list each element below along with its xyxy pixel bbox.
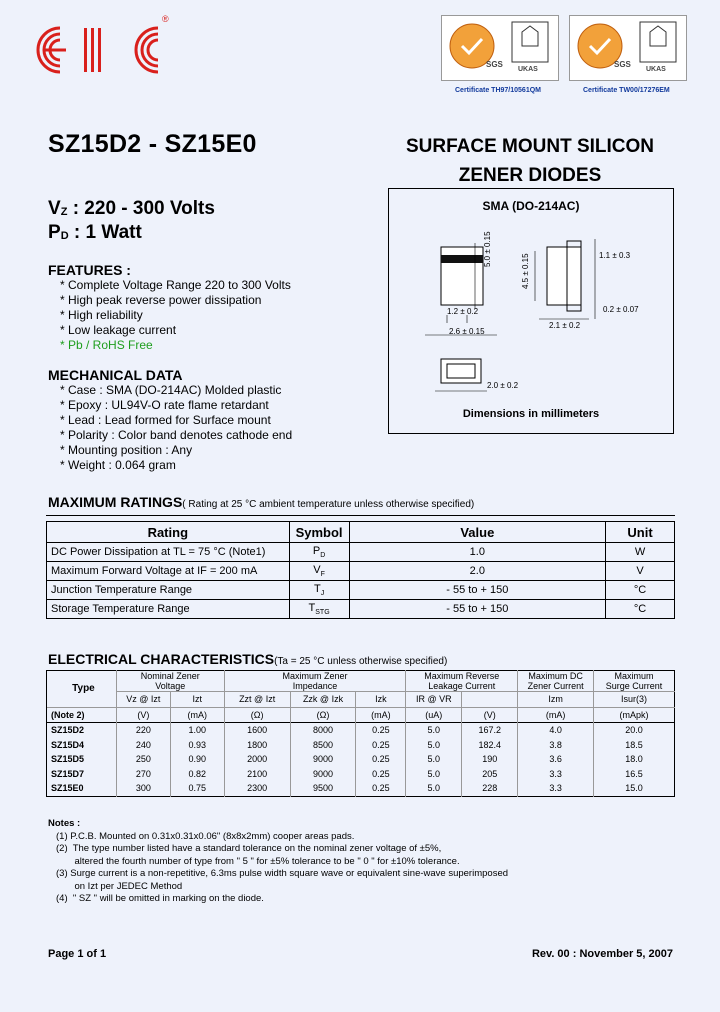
rating-cell: Maximum Forward Voltage at IF = 200 mA xyxy=(47,562,290,581)
table-row: SZ15D7 270 0.82 2100 9000 0.25 5.0 205 3.3 16.5 xyxy=(47,767,675,782)
mechanical-item: * Lead : Lead formed for Surface mount xyxy=(60,413,271,427)
product-title xyxy=(370,132,690,190)
features-list xyxy=(60,278,291,353)
sub-header: Vz @ Izt xyxy=(116,692,170,708)
notes-heading: Notes : xyxy=(48,818,81,829)
vz-spec: $V_Z$ : 220 - 300 Volts xyxy=(48,198,215,219)
table-row: SZ15D5 250 0.90 2000 9000 0.25 5.0 190 3.6 18.0 xyxy=(47,752,675,767)
feature-item: * High reliability xyxy=(60,308,143,322)
page-number: Page 1 of 1 xyxy=(48,948,107,960)
certificate-badge-1 xyxy=(441,15,559,81)
electrical-heading: ELECTRICAL CHARACTERISTICS(Ta = 25 °C unless otherwise specified) xyxy=(48,651,448,667)
sgs-label: SGS xyxy=(486,60,503,69)
table-row xyxy=(47,562,675,581)
max-ratings-table xyxy=(46,521,675,619)
electrical-table xyxy=(46,670,675,797)
dim-bottom: 2.0 ± 0.2 xyxy=(487,381,519,390)
max-ratings-heading: MAXIMUM RATINGS( Rating at 25 °C ambient temperature unless otherwise specified) xyxy=(48,494,475,510)
nominal-header: Nominal Zener Voltage xyxy=(116,671,224,692)
table-row: SZ15D4 240 0.93 1800 8500 0.25 5.0 182.4 3.8 18.5 xyxy=(47,738,675,753)
feature-item: * High peak reverse power dissipation xyxy=(60,293,262,307)
unit-cell: (V) xyxy=(116,707,170,723)
sub-header-row xyxy=(47,692,675,708)
table-row: SZ15D2 220 1.00 1600 8000 0.25 5.0 167.2 4.0 20.0 xyxy=(47,723,675,738)
table-row xyxy=(47,543,675,562)
unit-cell: (mA) xyxy=(170,707,224,723)
table-row: SZ15E0 300 0.75 2300 9500 0.25 5.0 228 3.3 15.0 xyxy=(47,781,675,796)
sub-header xyxy=(462,692,518,708)
product-title-line-2: ZENER DIODES xyxy=(458,165,602,186)
registered-mark: ® xyxy=(162,14,169,24)
mechanical-heading: MECHANICAL DATA xyxy=(48,367,183,383)
col-symbol: Symbol xyxy=(289,522,349,543)
type-header: Type xyxy=(47,671,117,708)
pd-spec: $P_D$ : 1 Watt xyxy=(48,222,142,243)
features-heading: FEATURES : xyxy=(48,262,131,278)
certificate-badge-2 xyxy=(569,15,687,81)
ukas-label: UKAS xyxy=(646,66,666,73)
package-drawing-box xyxy=(388,188,674,434)
eic-logo xyxy=(30,20,190,80)
group-header-row xyxy=(47,671,675,692)
value-cell: 1.0 xyxy=(349,543,605,562)
col-rating: Rating xyxy=(47,522,290,543)
dim-band: 1.2 ± 0.2 xyxy=(447,307,479,316)
max-ratings-note: ( Rating at 25 °C ambient temperature unless otherwise specified) xyxy=(182,499,475,510)
note-line: altered the fourth number of type from " 5 " for ±5% tolerance to be " 0 " for ±10% tolerance. xyxy=(56,855,460,867)
value-cell: - 55 to + 150 xyxy=(349,581,605,600)
mechanical-item: * Weight : 0.064 gram xyxy=(60,458,176,472)
unit-cell: (Ω) xyxy=(224,707,290,723)
rating-cell: DC Power Dissipation at TL = 75 °C (Note1) xyxy=(47,543,290,562)
unit-cell: (V) xyxy=(462,707,518,723)
unit-cell: °C xyxy=(606,581,675,600)
package-title: SMA (DO-214AC) xyxy=(482,199,580,213)
dim-height-2: 4.5 ± 0.15 xyxy=(521,253,530,289)
unit-cell: (mA) xyxy=(518,707,594,723)
dim-lead-length: 2.1 ± 0.2 xyxy=(549,321,581,330)
mechanical-item: * Epoxy : UL94V-O rate flame retardant xyxy=(60,398,269,412)
dim-standoff: 0.2 ± 0.07 xyxy=(603,305,639,314)
dim-lead-thick: 1.1 ± 0.3 xyxy=(599,251,631,260)
note-line: on Izt per JEDEC Method xyxy=(56,880,183,892)
sub-header: Izk xyxy=(356,692,406,708)
unit-cell: V xyxy=(606,562,675,581)
note-line: (1) P.C.B. Mounted on 0.31x0.31x0.06" (8x8x2mm) cooper areas pads. xyxy=(56,830,355,842)
section-divider xyxy=(46,515,675,516)
rating-cell: Storage Temperature Range xyxy=(47,600,290,619)
value-cell: - 55 to + 150 xyxy=(349,600,605,619)
symbol-cell: $T_{STG}$ xyxy=(289,600,349,619)
key-specs xyxy=(48,198,215,246)
note-line: (4) " SZ " will be omitted in marking on the diode. xyxy=(56,893,264,904)
unit-cell: (mA) xyxy=(356,707,406,723)
part-range-title: SZ15D2 - SZ15E0 xyxy=(48,130,257,158)
leakage-header: Maximum Reverse Leakage Current xyxy=(406,671,518,692)
ukas-label: UKAS xyxy=(518,66,538,73)
units-row xyxy=(47,707,675,723)
col-value: Value xyxy=(349,522,605,543)
symbol-cell: $V_F$ xyxy=(289,562,349,581)
dc-current-header: Maximum DC Zener Current xyxy=(518,671,594,692)
certificate-caption-2: Certificate TW00/17276EM xyxy=(583,87,670,94)
notes-block xyxy=(48,818,508,906)
feature-item-rohs: * Pb / RoHS Free xyxy=(60,338,153,352)
unit-cell: (mApk) xyxy=(594,707,675,723)
note-line: (3) Surge current is a non-repetitive, 6.3ms pulse width square wave or equivalent sine-wave superimposed xyxy=(56,868,509,879)
table-header-row xyxy=(47,522,675,543)
unit-cell: (uA) xyxy=(406,707,462,723)
mechanical-item: * Case : SMA (DO-214AC) Molded plastic xyxy=(60,383,282,397)
sub-header: Isur(3) xyxy=(594,692,675,708)
impedance-header: Maximum Zener Impedance xyxy=(224,671,406,692)
dim-height: 5.0 ± 0.15 xyxy=(483,231,492,267)
mechanical-list xyxy=(60,383,292,473)
mechanical-item: * Polarity : Color band denotes cathode end xyxy=(60,428,293,442)
unit-cell: W xyxy=(606,543,675,562)
revision-date: Rev. 00 : November 5, 2007 xyxy=(531,948,673,960)
table-row xyxy=(47,581,675,600)
sub-header: Izm xyxy=(518,692,594,708)
electrical-note: (Ta = 25 °C unless otherwise specified) xyxy=(274,656,448,667)
unit-cell: (Ω) xyxy=(290,707,356,723)
table-row xyxy=(47,600,675,619)
product-title-line-1: SURFACE MOUNT SILICON xyxy=(405,136,655,157)
value-cell: 2.0 xyxy=(349,562,605,581)
package-caption: Dimensions in millimeters xyxy=(462,408,600,420)
sub-header: Izt xyxy=(170,692,224,708)
sub-header: IR @ VR xyxy=(406,692,462,708)
surge-current-header: Maximum Surge Current xyxy=(594,671,675,692)
feature-item: * Low leakage current xyxy=(60,323,177,337)
rating-cell: Junction Temperature Range xyxy=(47,581,290,600)
unit-cell: °C xyxy=(606,600,675,619)
sub-header: Zzk @ Izk xyxy=(290,692,356,708)
dim-body-length: 2.6 ± 0.15 xyxy=(449,327,485,336)
symbol-cell: $T_J$ xyxy=(289,581,349,600)
sub-header: Zzt @ Izt xyxy=(224,692,290,708)
col-unit: Unit xyxy=(606,522,675,543)
mechanical-item: * Mounting position : Any xyxy=(60,443,193,457)
symbol-cell: $P_D$ xyxy=(289,543,349,562)
unit-cell: (Note 2) xyxy=(47,707,117,723)
note-line: (2) The type number listed have a standard tolerance on the nominal zener voltage of ±5%, xyxy=(56,843,442,854)
certificate-caption-1: Certificate TH97/10561QM xyxy=(455,87,541,94)
sgs-label: SGS xyxy=(614,60,631,69)
feature-item: * Complete Voltage Range 220 to 300 Volts xyxy=(60,278,291,292)
